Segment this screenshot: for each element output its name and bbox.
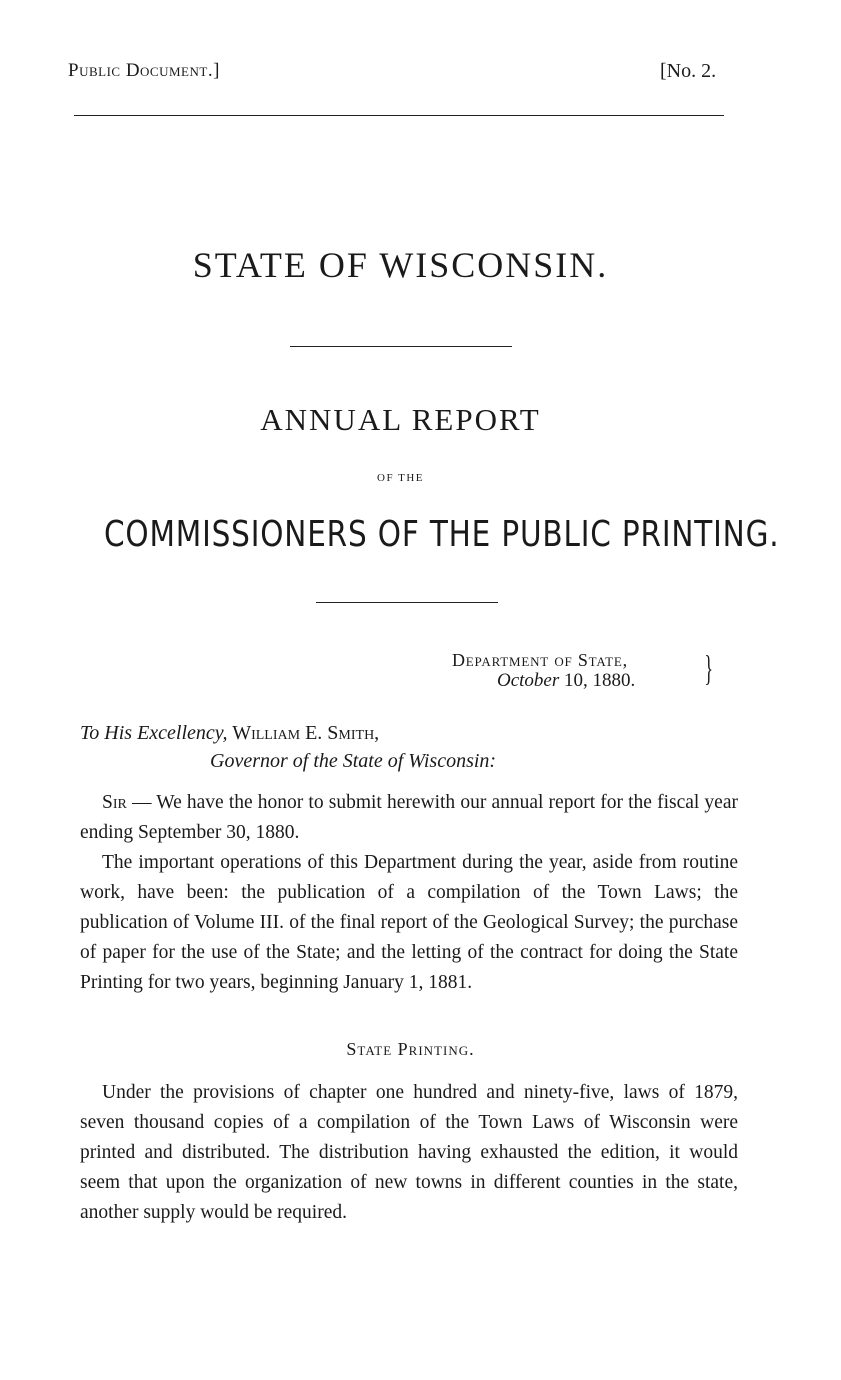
heading-divider — [316, 602, 498, 603]
page-title-text: STATE OF WISCONSIN. — [192, 245, 609, 285]
section-heading — [0, 1039, 841, 1060]
intro-paragraph-2: The important operations of this Department during the year, aside from routine work, have been: the publication of a compilation of the Town Laws; the publication of Volume III. of the final report of the Geological Survey; the purchase of paper for the use of the State; and the letting of the contract for doing the State Printing for two years, beginning January 1, 1881. — [80, 852, 738, 993]
dateline-brace: } — [704, 648, 713, 688]
salutation: Sir — [102, 792, 127, 813]
section-body — [80, 1078, 738, 1228]
of-the-text: OF THE — [377, 472, 424, 484]
intro-line-1: — We have the honor to submit herewith our annual report for the fiscal year ending September 30, 1880. — [80, 792, 738, 843]
address-name: William E. Smith, — [227, 722, 380, 744]
address-governor: Governor of the State of Wisconsin: — [210, 750, 497, 772]
dateline-date — [497, 670, 635, 692]
header-document-number: [No. 2. — [660, 60, 717, 82]
dateline-month: October — [497, 670, 560, 691]
dateline-day-year: 10, 1880. — [559, 670, 636, 691]
report-subtitle-text: ANNUAL REPORT — [260, 402, 541, 437]
title-divider — [290, 346, 512, 347]
header-document-label: Public Document.] — [68, 60, 220, 81]
report-subtitle — [0, 402, 841, 438]
intro-paragraph-1 — [80, 788, 738, 848]
of-the-label — [0, 472, 841, 484]
commissioners-heading: COMMISSIONERS OF THE PUBLIC PRINTING. — [104, 514, 780, 555]
address-line — [80, 722, 379, 745]
address-to-his: To His Excellency, — [80, 722, 228, 744]
page-title — [0, 244, 841, 286]
dateline-department: Department of State, — [452, 650, 628, 670]
header-rule — [74, 115, 724, 116]
section-paragraph: Under the provisions of chapter one hundred and ninety-five, laws of 1879, seven thousand copies of a compilation of the Town Laws of Wisconsin were printed and distributed. The distribution having exhausted the edition, it would seem that upon the organization of new towns in different counties in the state, another supply would be required. — [80, 1082, 738, 1223]
section-heading-text: State Printing. — [346, 1039, 475, 1059]
intro-body — [80, 788, 738, 998]
